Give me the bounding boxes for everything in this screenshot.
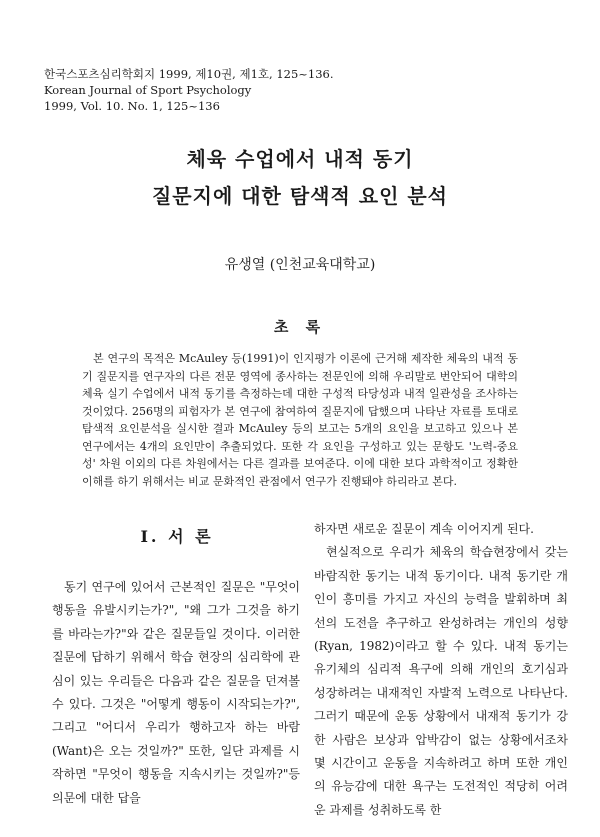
author-affiliation: 유생열 (인천교육대학교) [224, 257, 376, 273]
paper-title-line-2: 질문지에 대한 탐색적 요인 분석 [151, 184, 448, 208]
journal-header [44, 66, 334, 114]
left-column [52, 576, 300, 810]
abstract-heading: 초 록 [273, 318, 327, 336]
paper-title-line-1: 체육 수업에서 내적 동기 [186, 147, 414, 171]
intro-paragraph-1-continued: 하자면 새로운 질문이 계속 이어지게 된다. [314, 522, 534, 536]
abstract-body [82, 350, 518, 490]
journal-citation-english: 1999, Vol. 10. No. 1, 125~136 [44, 99, 220, 113]
right-column [314, 518, 568, 822]
journal-name-english: Korean Journal of Sport Psychology [44, 83, 252, 97]
intro-paragraph-2: 현실적으로 우리가 체육의 학습현장에서 갖는 바람직한 동기는 내적 동기이다. 내적 동기란 개인이 흥미를 가지고 자신의 능력을 발휘하며 최선의 도전을 추구하고 완성하려는 개인의 성향(Ryan, 1982)이라고 할 수 있다. 내적 동기는 유기체의 심리적 욕구에 의해 개인의 호기심과 성장하려는 내재적인 자발적 노력으로 나타난다. 그러기 때문에 운동 상황에서 내재적 동기가 강한 사람은 보상과 압박감이 없는 상황에서조차 몇 시간이고 운동을 지속하려고 하며 또한 개인의 유능감에 대한 욕구는 도전적인 적당히 어려운 과제를 성취하도록 한 [314, 545, 568, 817]
intro-paragraph-1: 동기 연구에 있어서 근본적인 질문은 "무엇이 행동을 유발시키는가?", "왜 그가 그것을 하기를 바라는가?"와 같은 질문들일 것이다. 이러한 질문에 답하기 위해서 학습 현장의 심리학에 관심이 있는 우리들은 다음과 같은 질문을 던져볼 수 있다. 그것은 "어떻게 행동이 시작되는가?", 그리고 "어디서 우리가 행하고자 하는 바람(Want)은 오는 것일까?" 또한, 일단 과제를 시작하면 "무엇이 행동을 지속시키는 것일까?"등 의문에 대한 답을 [52, 580, 300, 805]
section-heading-introduction: Ⅰ. 서 론 [140, 527, 214, 546]
abstract-text: 본 연구의 목적은 McAuley 등(1991)이 인지평가 이론에 근거해 제작한 체육의 내적 동기 질문지를 연구자의 다른 전문 영역에 종사하는 전문인에 의해 우리말로 번안되어 대학의 체육 실기 수업에서 내적 동기를 측정하는데 대한 구성적 타당성과 내적 일관성을 조사하는 것이었다. 256명의 피험자가 본 연구에 참여하여 질문지에 답했으며 나타난 자료를 토대로 탐색적 요인분석을 실시한 결과 McAuley 등의 보고는 5개의 요인을 보고하고 있으나 본 연구에서는 4개의 요인만이 추출되었다. 또한 각 요인을 구성하고 있는 문항도 '노력-중요성' 차원 이외의 다른 차원에서는 다른 결과를 보여준다. 이에 대한 보다 과학적이고 정확한 이해를 하기 위해서는 비교 문화적인 관점에서 연구가 진행돼야 하리라고 본다. [82, 352, 518, 488]
journal-citation-korean: 한국스포츠심리학회지 1999, 제10권, 제1호, 125~136. [44, 67, 334, 81]
